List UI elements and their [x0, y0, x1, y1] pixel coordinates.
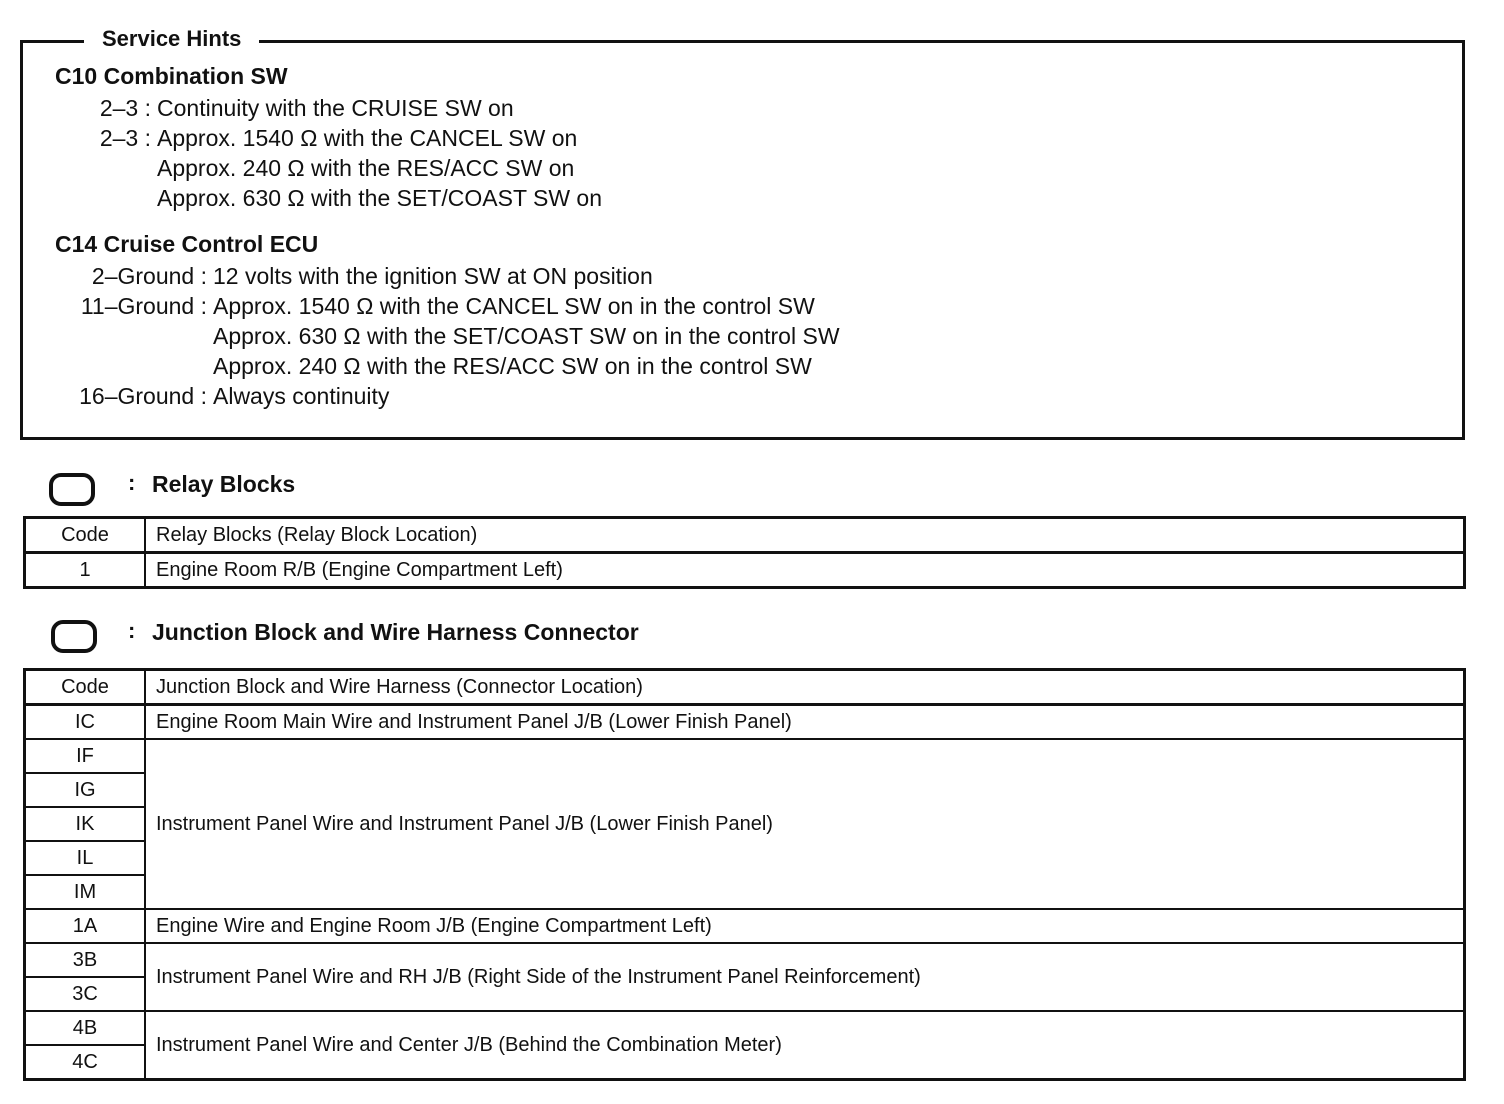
- relay-block-symbol-icon: [49, 473, 95, 506]
- table-row: [25, 739, 1465, 773]
- location-cell: Engine Room R/B (Engine Compartment Left): [145, 553, 1465, 588]
- c14-pin: 2–Ground :: [91, 263, 207, 289]
- code-cell: IG: [25, 773, 146, 807]
- c10-line-text: Approx. 240 Ω with the RES/ACC SW on: [157, 155, 575, 181]
- code-cell: 1A: [25, 909, 146, 943]
- table-row: [25, 1011, 1465, 1045]
- code-header: Code: [25, 518, 146, 553]
- location-cell: Instrument Panel Wire and RH J/B (Right Side of the Instrument Panel Reinforcement): [145, 943, 1465, 1011]
- table-row: [25, 943, 1465, 977]
- c10-line-text: Continuity with the CRUISE SW on: [157, 95, 514, 121]
- location-cell: Instrument Panel Wire and Instrument Panel J/B (Lower Finish Panel): [145, 739, 1465, 909]
- location-header: Junction Block and Wire Harness (Connector Location): [145, 670, 1465, 705]
- location-cell: Engine Wire and Engine Room J/B (Engine Compartment Left): [145, 909, 1465, 943]
- junction-block-symbol-icon: [51, 620, 97, 653]
- service-hints-title: Service Hints: [84, 24, 259, 54]
- junction-blocks-colon: :: [128, 618, 136, 643]
- relay-blocks-label: Relay Blocks: [152, 471, 296, 497]
- junction-blocks-label: Junction Block and Wire Harness Connector: [152, 619, 639, 645]
- c14-line-text: Approx. 1540 Ω with the CANCEL SW on in the control SW: [213, 293, 815, 319]
- c10-line-text: Approx. 1540 Ω with the CANCEL SW on: [157, 125, 578, 151]
- code-cell: 1: [25, 553, 146, 588]
- c14-pin: 11–Ground :: [80, 293, 207, 319]
- c10-heading: C10 Combination SW: [55, 63, 288, 89]
- relay-blocks-table: [23, 516, 1466, 589]
- c14-heading: C14 Cruise Control ECU: [55, 231, 319, 257]
- relay-blocks-colon: :: [128, 470, 136, 495]
- c10-line-text: Approx. 630 Ω with the SET/COAST SW on: [157, 185, 603, 211]
- c14-line-text: Always continuity: [213, 383, 390, 409]
- code-cell: 3B: [25, 943, 146, 977]
- code-cell: 3C: [25, 977, 146, 1011]
- c14-line-text: 12 volts with the ignition SW at ON position: [213, 263, 653, 289]
- code-cell: IM: [25, 875, 146, 909]
- location-cell: Instrument Panel Wire and Center J/B (Behind the Combination Meter): [145, 1011, 1465, 1080]
- table-header-row: [25, 518, 1465, 553]
- code-cell: IK: [25, 807, 146, 841]
- table-row: [25, 705, 1465, 740]
- code-cell: IC: [25, 705, 146, 740]
- location-header: Relay Blocks (Relay Block Location): [145, 518, 1465, 553]
- location-cell: Engine Room Main Wire and Instrument Panel J/B (Lower Finish Panel): [145, 705, 1465, 740]
- table-header-row: [25, 670, 1465, 705]
- code-header: Code: [25, 670, 146, 705]
- c10-pin: 2–3 :: [99, 125, 151, 151]
- table-row: [25, 909, 1465, 943]
- c10-pin: 2–3 :: [99, 95, 151, 121]
- junction-blocks-table: [23, 668, 1466, 1081]
- code-cell: 4C: [25, 1045, 146, 1080]
- code-cell: IF: [25, 739, 146, 773]
- c14-line-text: Approx. 240 Ω with the RES/ACC SW on in the control SW: [213, 353, 812, 379]
- c14-line-text: Approx. 630 Ω with the SET/COAST SW on in the control SW: [213, 323, 840, 349]
- code-cell: 4B: [25, 1011, 146, 1045]
- c14-pin: 16–Ground :: [79, 383, 207, 409]
- table-row: [25, 553, 1465, 588]
- code-cell: IL: [25, 841, 146, 875]
